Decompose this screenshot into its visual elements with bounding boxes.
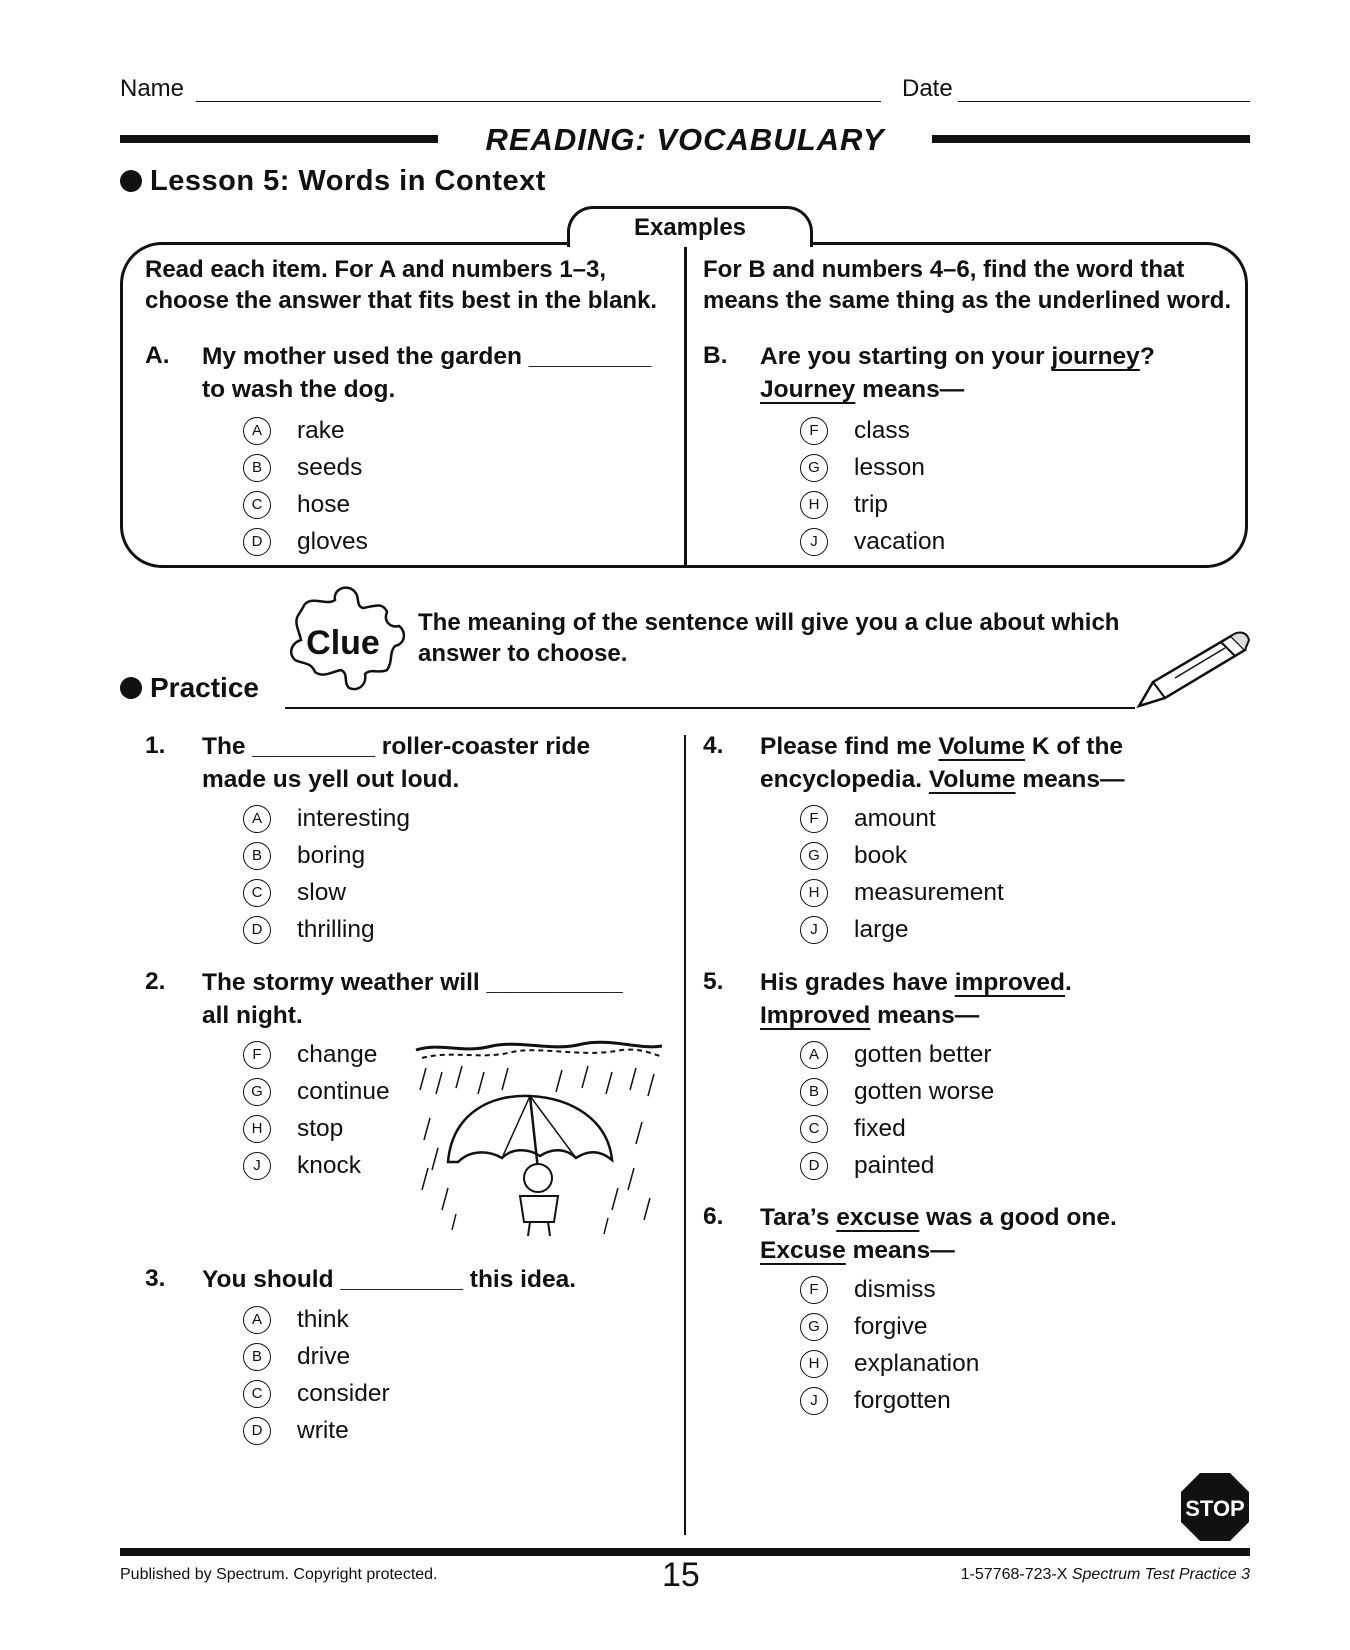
- question-1-options: [243, 800, 410, 948]
- answer-bubble[interactable]: D: [243, 916, 271, 944]
- answer-option[interactable]: D painted: [800, 1147, 994, 1184]
- answer-option[interactable]: H measurement: [800, 874, 1004, 911]
- answer-option[interactable]: A interesting: [243, 800, 410, 837]
- footer-series-title: Spectrum Test Practice 3: [1071, 1566, 1250, 1583]
- answer-option[interactable]: F amount: [800, 800, 1004, 837]
- question-1: The _________ roller-coaster ride made us yell out loud.: [202, 733, 591, 793]
- answer-option[interactable]: D gloves: [243, 523, 368, 560]
- answer-bubble[interactable]: F: [800, 805, 828, 833]
- question-number: 3.: [145, 1265, 166, 1292]
- answer-bubble[interactable]: B: [800, 1078, 828, 1106]
- answer-bubble[interactable]: B: [243, 1343, 271, 1371]
- examples-right-instructions: For B and numbers 4–6, find the word that means the same thing as the underlined word.: [703, 256, 1232, 314]
- answer-bubble[interactable]: H: [243, 1115, 271, 1143]
- answer-bubble[interactable]: C: [243, 491, 271, 519]
- puzzle-clue-icon: [283, 582, 408, 697]
- examples-left-instructions: Read each item. For A and numbers 1–3, choose the answer that fits best in the blank.: [145, 256, 658, 314]
- underlined-word: Volume: [928, 766, 1016, 793]
- underlined-word: Journey: [760, 376, 856, 403]
- answer-bubble[interactable]: H: [800, 879, 828, 907]
- question-number: A.: [145, 342, 170, 369]
- question-number: 6.: [703, 1203, 724, 1230]
- examples-divider: [684, 246, 687, 566]
- answer-bubble[interactable]: A: [243, 805, 271, 833]
- question-number: 4.: [703, 732, 724, 759]
- rain-umbrella-illustration: [412, 1038, 664, 1238]
- example-b-options: [800, 412, 945, 560]
- example-b-question: Are you starting on your journey? Journey means—: [760, 343, 1155, 403]
- pencil-icon: [1135, 626, 1250, 708]
- clue-tip: The meaning of the sentence will give you a clue about which answer to choose.: [418, 609, 1120, 667]
- answer-option[interactable]: A think: [243, 1301, 390, 1338]
- underlined-word: improved: [954, 969, 1066, 996]
- answer-bubble[interactable]: G: [800, 454, 828, 482]
- bullet-icon: [120, 677, 142, 699]
- answer-bubble[interactable]: B: [243, 454, 271, 482]
- answer-option[interactable]: J knock: [243, 1147, 390, 1184]
- name-field[interactable]: [196, 101, 881, 102]
- question-3-options: [243, 1301, 390, 1449]
- example-a-options: [243, 412, 368, 560]
- answer-bubble[interactable]: F: [800, 1276, 828, 1304]
- answer-option[interactable]: D write: [243, 1412, 390, 1449]
- answer-bubble[interactable]: A: [800, 1041, 828, 1069]
- answer-option[interactable]: B drive: [243, 1338, 390, 1375]
- example-a-question: My mother used the garden _________ to wash the dog.: [202, 343, 652, 403]
- examples-tab: Examples: [567, 206, 813, 247]
- question-6-options: [800, 1271, 979, 1419]
- question-4: Please find me Volume K of the encyclopedia. Volume means—: [760, 733, 1125, 793]
- answer-bubble[interactable]: C: [243, 879, 271, 907]
- answer-bubble[interactable]: G: [800, 842, 828, 870]
- underlined-word: Excuse: [760, 1237, 846, 1264]
- answer-bubble[interactable]: G: [800, 1313, 828, 1341]
- date-label: Date: [902, 75, 953, 102]
- answer-option[interactable]: F dismiss: [800, 1271, 979, 1308]
- question-6: Tara’s excuse was a good one. Excuse means—: [760, 1204, 1117, 1264]
- answer-bubble[interactable]: H: [800, 1350, 828, 1378]
- answer-bubble[interactable]: F: [800, 417, 828, 445]
- underlined-word: journey: [1051, 343, 1140, 370]
- answer-option[interactable]: C hose: [243, 486, 368, 523]
- answer-option[interactable]: G forgive: [800, 1308, 979, 1345]
- question-2-options: [243, 1036, 390, 1184]
- underlined-word: Volume: [938, 733, 1026, 760]
- question-number: 2.: [145, 968, 166, 995]
- footer-isbn: 1-57768-723-X: [960, 1566, 1068, 1583]
- question-2: The stormy weather will __________ all night.: [202, 969, 623, 1029]
- answer-option[interactable]: H explanation: [800, 1345, 979, 1382]
- footer-copyright: Published by Spectrum. Copyright protected.: [120, 1566, 438, 1583]
- underlined-word: excuse: [836, 1204, 920, 1231]
- answer-bubble[interactable]: F: [243, 1041, 271, 1069]
- question-5-options: [800, 1036, 994, 1184]
- answer-bubble[interactable]: C: [800, 1115, 828, 1143]
- answer-option[interactable]: F class: [800, 412, 945, 449]
- name-date-row: [120, 75, 1250, 115]
- name-label: Name: [120, 75, 185, 102]
- answer-bubble[interactable]: J: [800, 528, 828, 556]
- stop-sign-icon: [1180, 1472, 1250, 1542]
- practice-rule: [285, 707, 1135, 709]
- answer-option[interactable]: C consider: [243, 1375, 390, 1412]
- question-number: 5.: [703, 968, 724, 995]
- answer-option[interactable]: A gotten better: [800, 1036, 994, 1073]
- answer-option[interactable]: B gotten worse: [800, 1073, 994, 1110]
- answer-option[interactable]: J vacation: [800, 523, 945, 560]
- underlined-word: Improved: [760, 1002, 871, 1029]
- practice-heading: Practice: [120, 672, 259, 704]
- date-field[interactable]: [958, 101, 1250, 102]
- answer-option[interactable]: G lesson: [800, 449, 945, 486]
- answer-bubble[interactable]: A: [243, 1306, 271, 1334]
- answer-bubble[interactable]: D: [243, 1417, 271, 1445]
- answer-option[interactable]: B seeds: [243, 449, 368, 486]
- answer-bubble[interactable]: A: [243, 417, 271, 445]
- footer-rule: [120, 1548, 1250, 1556]
- page-number: 15: [662, 1556, 700, 1594]
- answer-bubble[interactable]: J: [800, 916, 828, 944]
- page-title: READING: VOCABULARY: [120, 122, 1250, 158]
- answer-bubble[interactable]: G: [243, 1078, 271, 1106]
- answer-option[interactable]: J large: [800, 911, 1004, 948]
- answer-bubble[interactable]: B: [243, 842, 271, 870]
- answer-option[interactable]: J forgotten: [800, 1382, 979, 1419]
- question-4-options: [800, 800, 1004, 948]
- answer-bubble[interactable]: C: [243, 1380, 271, 1408]
- answer-option[interactable]: D thrilling: [243, 911, 410, 948]
- answer-bubble[interactable]: D: [243, 528, 271, 556]
- answer-option[interactable]: G book: [800, 837, 1004, 874]
- question-5: His grades have improved. Improved means—: [760, 969, 1072, 1029]
- answer-option[interactable]: B boring: [243, 837, 410, 874]
- answer-option[interactable]: C fixed: [800, 1110, 994, 1147]
- answer-option[interactable]: F change: [243, 1036, 390, 1073]
- answer-option[interactable]: A rake: [243, 412, 368, 449]
- column-divider: [684, 735, 686, 1535]
- answer-bubble[interactable]: D: [800, 1152, 828, 1180]
- lesson-heading: Lesson 5: Words in Context: [120, 165, 546, 198]
- question-number: 1.: [145, 732, 166, 759]
- footer-series: [961, 1566, 1250, 1584]
- stop-sign-label: STOP: [1185, 1496, 1245, 1521]
- answer-option[interactable]: G continue: [243, 1073, 390, 1110]
- bullet-icon: [120, 170, 142, 192]
- answer-option[interactable]: H trip: [800, 486, 945, 523]
- clue-icon-label: Clue: [306, 624, 380, 662]
- question-number: B.: [703, 342, 728, 369]
- answer-bubble[interactable]: J: [800, 1387, 828, 1415]
- answer-option[interactable]: H stop: [243, 1110, 390, 1147]
- answer-option[interactable]: C slow: [243, 874, 410, 911]
- answer-bubble[interactable]: H: [800, 491, 828, 519]
- title-bar: [120, 122, 1250, 158]
- answer-bubble[interactable]: J: [243, 1152, 271, 1180]
- question-3: You should _________ this idea.: [202, 1266, 576, 1293]
